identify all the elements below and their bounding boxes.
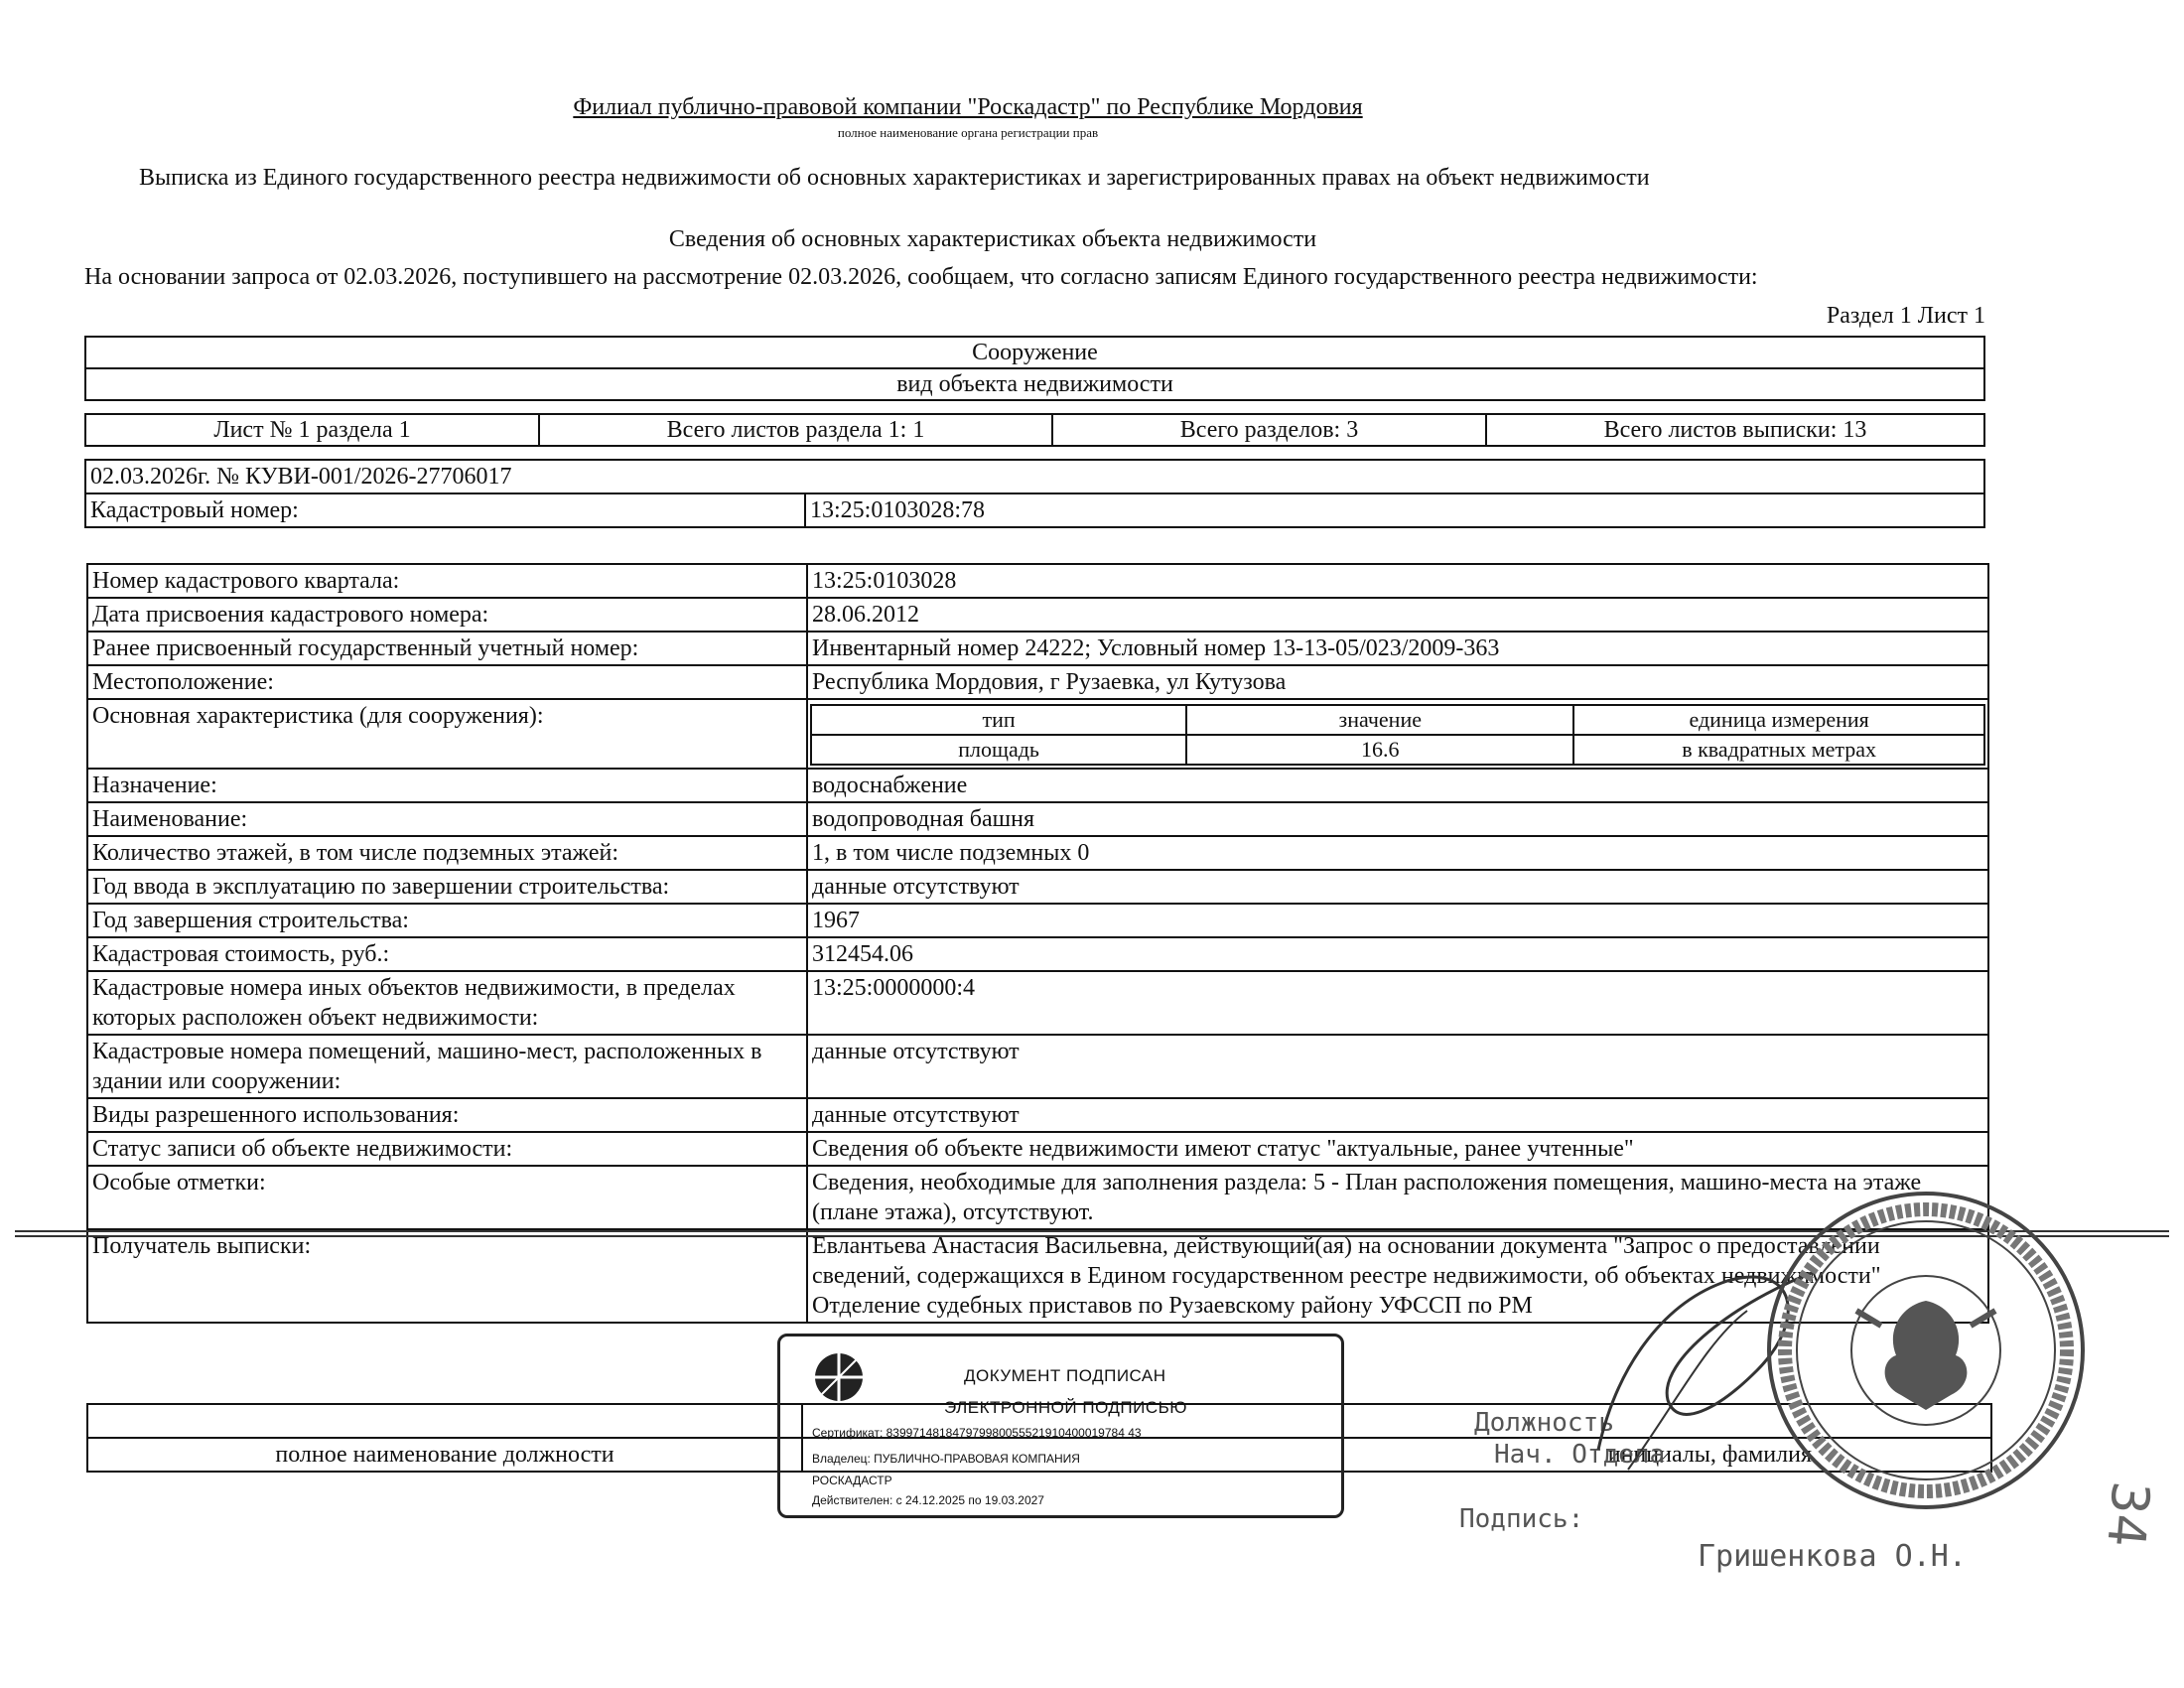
characteristic-unit: в квадратных метрах <box>1573 735 1984 765</box>
object-type-value: Сооружение <box>85 337 1984 368</box>
row-value: данные отсутствуют <box>807 870 1988 904</box>
document-title: Выписка из Единого государственного реестра недвижимости об основных характеристиках и зарегистрированных правах на объект недвижимости <box>139 165 1650 191</box>
row-value: Республика Мордовия, г Рузаевка, ул Кутузова <box>807 665 1988 699</box>
position-caption: полное наименование должности <box>87 1438 802 1472</box>
object-type-caption: вид объекта недвижимости <box>85 368 1984 400</box>
cadastral-number-label: Кадастровый номер: <box>85 493 805 527</box>
handwritten-page-number: 34 <box>2095 1478 2160 1550</box>
row-label: Кадастровые номера иных объектов недвижимости, в пределах которых расположен объект недвижимости: <box>87 971 807 1035</box>
row-value: 28.06.2012 <box>807 598 1988 632</box>
row-label: Номер кадастрового квартала: <box>87 564 807 598</box>
row-value: водоснабжение <box>807 769 1988 802</box>
table-row <box>87 1166 1988 1229</box>
row-label: Год ввода в эксплуатацию по завершении строительства: <box>87 870 807 904</box>
electronic-signature-box <box>777 1334 1344 1518</box>
official-seal <box>1762 1187 2090 1514</box>
row-label: Назначение: <box>87 769 807 802</box>
intro-text: На основании запроса от 02.03.2026, поступившего на рассмотрение 02.03.2026, сообщаем, что согласно записям Единого государственного реестра недвижимости: <box>84 264 1758 290</box>
table-row <box>87 769 1988 802</box>
sheet-number: Лист № 1 раздела 1 <box>85 414 539 446</box>
stamp-signature-text: Подпись: <box>1459 1504 1584 1534</box>
row-label: Кадастровые номера помещений, машино-мест, расположенных в здании или сооружении: <box>87 1035 807 1098</box>
table-row <box>87 632 1988 665</box>
registration-organ-name: Филиал публично-правовой компании "Роскадастр" по Республике Мордовия <box>573 94 1363 120</box>
initials-caption: инициалы, фамилия <box>1343 1438 1991 1472</box>
row-label: Год завершения строительства: <box>87 904 807 937</box>
row-value: 13:25:0103028 <box>807 564 1988 598</box>
object-type-table <box>84 336 1985 401</box>
record-table <box>84 459 1985 528</box>
col-header-value: значение <box>1186 705 1573 735</box>
table-row <box>87 836 1988 870</box>
row-label: Местоположение: <box>87 665 807 699</box>
row-value: водопроводная башня <box>807 802 1988 836</box>
cadastral-number-value: 13:25:0103028:78 <box>805 493 1984 527</box>
table-row <box>87 1098 1988 1132</box>
table-row <box>87 870 1988 904</box>
signed-label: ДОКУМЕНТ ПОДПИСАН <box>964 1366 1166 1385</box>
certificate-number: Сертификат: 839971481847979980055521910400019784 43 <box>812 1426 1142 1440</box>
row-value: 312454.06 <box>807 937 1988 971</box>
table-row <box>87 971 1988 1035</box>
table-row <box>87 904 1988 937</box>
sheet-info-table <box>84 413 1985 447</box>
registration-organ-caption: полное наименование органа регистрации прав <box>837 125 1099 140</box>
row-value: 1, в том числе подземных 0 <box>807 836 1988 870</box>
col-header-type: тип <box>811 705 1186 735</box>
certificate-validity: Действителен: с 24.12.2025 по 19.03.2027 <box>812 1493 1044 1507</box>
main-characteristic-subtable <box>810 704 1985 766</box>
table-row <box>87 564 1988 598</box>
section-sheets-total: Всего листов раздела 1: 1 <box>539 414 1052 446</box>
row-value: Инвентарный номер 24222; Условный номер 13-13-05/023/2009-363 <box>807 632 1988 665</box>
row-label: Особые отметки: <box>87 1166 807 1229</box>
stamp-name-text: Гришенкова О.Н. <box>1698 1539 1967 1574</box>
characteristics-table <box>86 563 1989 1324</box>
table-row <box>87 802 1988 836</box>
stamp-position-text: Должность <box>1474 1408 1614 1438</box>
table-row <box>87 598 1988 632</box>
sections-total: Всего разделов: 3 <box>1052 414 1486 446</box>
roskadastr-logo-icon <box>812 1350 866 1404</box>
signed-label-2: ЭЛЕКТРОННОЙ ПОДПИСЬЮ <box>944 1398 1187 1417</box>
row-label: Виды разрешенного использования: <box>87 1098 807 1132</box>
section-title: Сведения об основных характеристиках объекта недвижимости <box>668 226 1317 252</box>
row-value: Сведения об объекте недвижимости имеют статус "актуальные, ранее учтенные" <box>807 1132 1988 1166</box>
row-value: Евлантьева Анастасия Васильевна, действующий(ая) на основании документа "Запрос о предоставлении сведений, содержащихся в Едином государственном реестре недвижимости, об объектах недвижимости" Отделение судебных приставов по Рузаевскому району УФССП по РМ <box>807 1229 1988 1323</box>
table-row <box>87 937 1988 971</box>
stamp-department-text: Нач. Отдела <box>1494 1440 1666 1470</box>
characteristic-type: площадь <box>811 735 1186 765</box>
row-value: Сведения, необходимые для заполнения раздела: 5 - План расположения помещения, машино-места на этаже (плане этажа), отсутствуют. <box>807 1166 1988 1229</box>
row-label: Кадастровая стоимость, руб.: <box>87 937 807 971</box>
row-label: Дата присвоения кадастрового номера: <box>87 598 807 632</box>
row-label: Получатель выписки: <box>87 1229 807 1323</box>
characteristic-value: 16.6 <box>1186 735 1573 765</box>
extract-sheets-total: Всего листов выписки: 13 <box>1486 414 1984 446</box>
row-value: 1967 <box>807 904 1988 937</box>
row-value: данные отсутствуют <box>807 1098 1988 1132</box>
row-label: Статус записи об объекте недвижимости: <box>87 1132 807 1166</box>
row-label: Наименование: <box>87 802 807 836</box>
record-date-number: 02.03.2026г. № КУВИ-001/2026-27706017 <box>85 460 1984 493</box>
row-value: 13:25:0000000:4 <box>807 971 1988 1035</box>
col-header-unit: единица измерения <box>1573 705 1984 735</box>
table-row <box>87 1035 1988 1098</box>
row-label: Основная характеристика (для сооружения): <box>87 699 807 769</box>
sheet-reference: Раздел 1 Лист 1 <box>1826 303 1985 329</box>
table-row <box>87 699 1988 769</box>
table-row <box>87 665 1988 699</box>
table-row <box>87 1132 1988 1166</box>
row-label: Ранее присвоенный государственный учетный номер: <box>87 632 807 665</box>
row-value: данные отсутствуют <box>807 1035 1988 1098</box>
row-label: Количество этажей, в том числе подземных этажей: <box>87 836 807 870</box>
certificate-owner: Владелец: ПУБЛИЧНО-ПРАВОВАЯ КОМПАНИЯ <box>812 1452 1080 1466</box>
certificate-owner-2: РОСКАДАСТР <box>812 1474 892 1487</box>
